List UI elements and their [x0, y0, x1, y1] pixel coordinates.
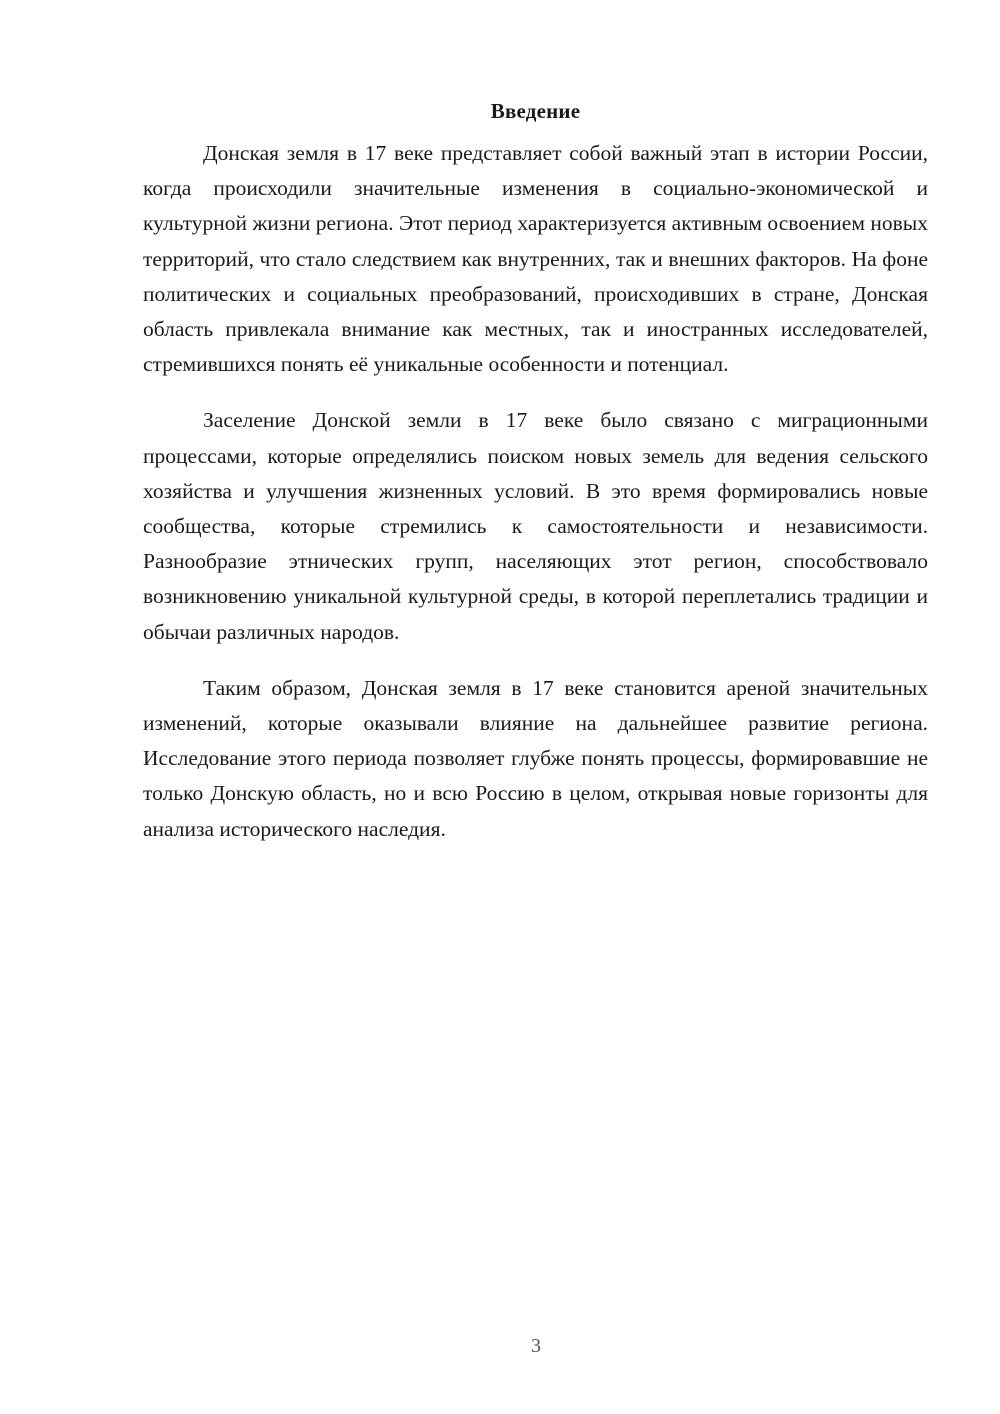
paragraph-3: Таким образом, Донская земля в 17 веке становится ареной значительных изменений, которые оказывали влияние на дальнейшее развитие региона. Исследование этого периода позволяет глубже понять процессы, формировавшие не только Донскую область, но и всю Россию в целом, открывая новые горизонты для анализа исторического наследия.	[143, 675, 928, 841]
page-number: 3	[531, 1335, 541, 1357]
paragraph-2: Заселение Донской земли в 17 веке было связано с миграционными процессами, которые определялись поиском новых земель для ведения сельского хозяйства и улучшения жизненных условий. В это время формировались новые сообщества, которые стремились к самостоятельности и независимости. Разнообразие этнических групп, населяющих этот регион, способствовало возникновению уникальной культурной среды, в которой переплетались традиции и обычаи различных народов.	[143, 408, 928, 644]
paragraph-1: Донская земля в 17 веке представляет собой важный этап в истории России, когда происходили значительные изменения в социально-экономической и культурной жизни региона. Этот период характеризуется активным освоением новых территорий, что стало следствием как внутренних, так и внешних факторов. На фоне политических и социальных преобразований, происходивших в стране, Донская область привлекала внимание как местных, так и иностранных исследователей, стремившихся понять её уникальные особенности и потенциал.	[143, 141, 928, 377]
page-content	[143, 96, 928, 868]
section-heading: Введение	[490, 99, 581, 123]
